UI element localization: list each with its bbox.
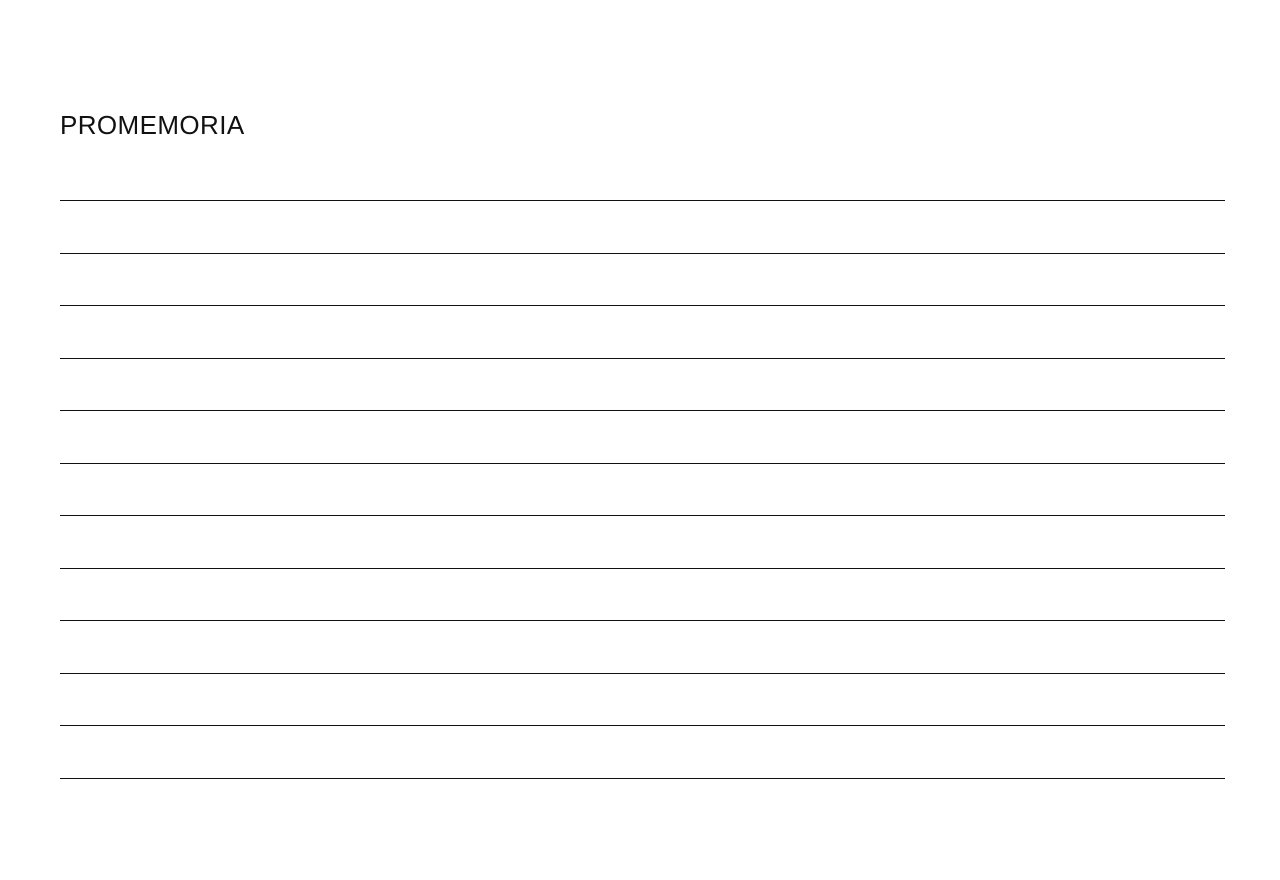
writing-line[interactable]	[60, 620, 1225, 621]
writing-line[interactable]	[60, 305, 1225, 306]
writing-lines-group	[60, 200, 1225, 779]
writing-line[interactable]	[60, 673, 1225, 674]
writing-line[interactable]	[60, 358, 1225, 359]
writing-line[interactable]	[60, 253, 1225, 254]
writing-line[interactable]	[60, 463, 1225, 464]
writing-line[interactable]	[60, 410, 1225, 411]
writing-line[interactable]	[60, 568, 1225, 569]
writing-line[interactable]	[60, 200, 1225, 201]
writing-line[interactable]	[60, 778, 1225, 779]
writing-line[interactable]	[60, 515, 1225, 516]
writing-line[interactable]	[60, 725, 1225, 726]
page-title: PROMEMORIA	[60, 110, 245, 140]
